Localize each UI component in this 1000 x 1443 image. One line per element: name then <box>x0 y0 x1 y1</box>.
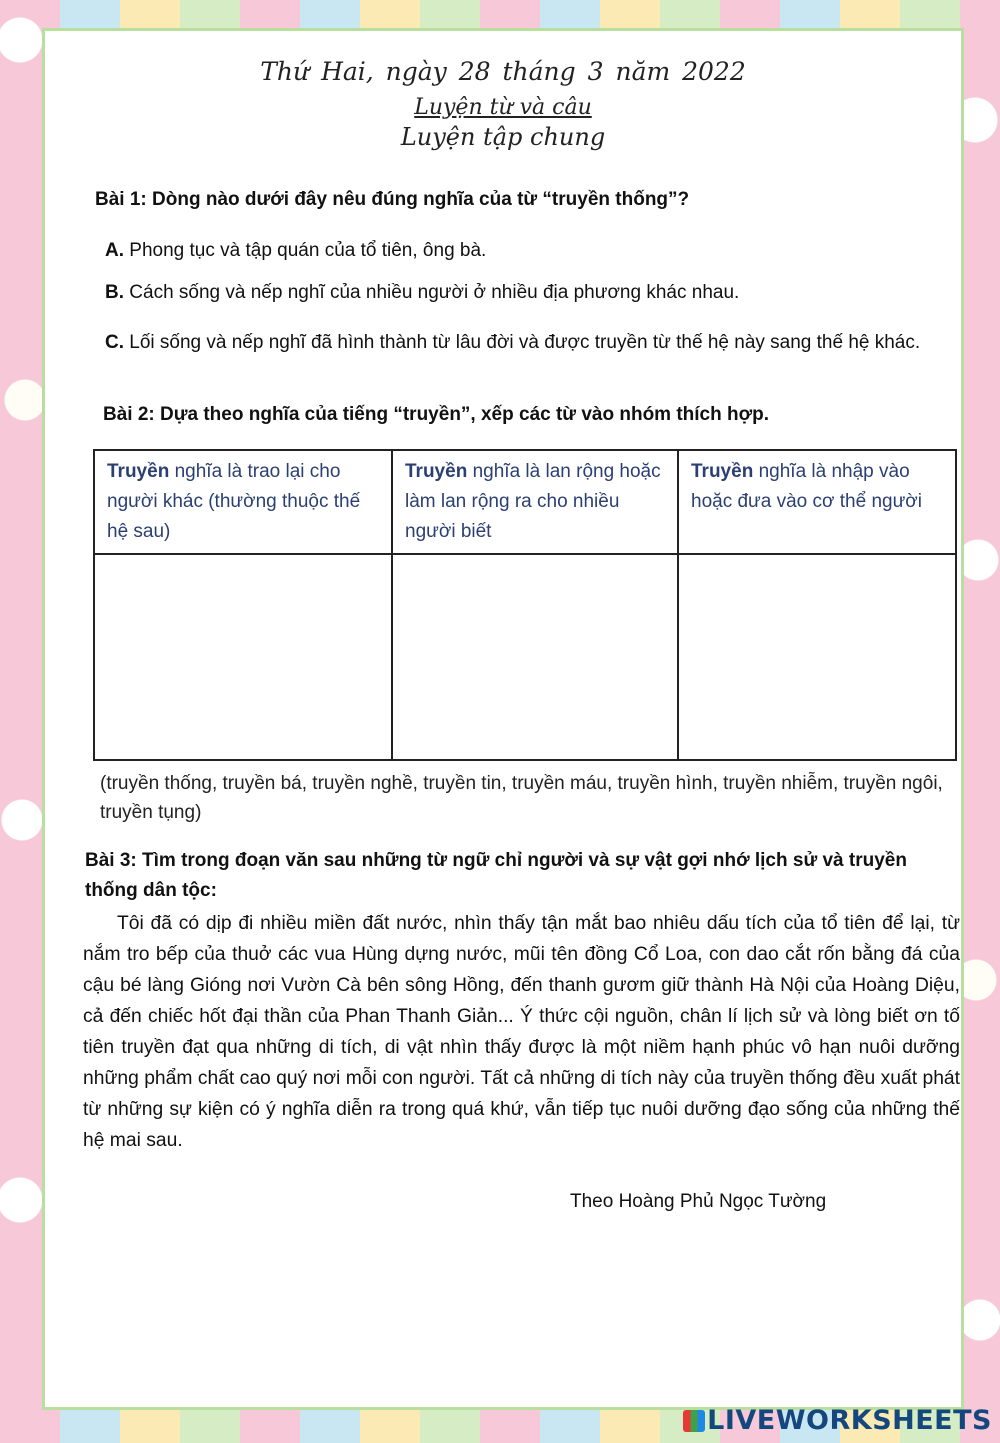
classification-table <box>93 449 957 761</box>
option-text: Phong tục và tập quán của tổ tiên, ông bà. <box>124 240 487 261</box>
column-header-1: Truyền nghĩa là trao lại cho người khác (thường thuộc thế hệ sau) <box>94 450 392 554</box>
bai2-question: Bài 2: Dựa theo nghĩa của tiếng “truyền”, xếp các từ vào nhóm thích hợp. <box>103 404 770 425</box>
reading-passage: Tôi đã có dịp đi nhiều miền đất nước, nhìn thấy tận mắt bao nhiêu dấu tích của tổ tiên để lại, từ nắm tro bếp của thuở các vua Hùng dựng nước, mũi tên đồng Cổ Loa, con dao cắt rốn bằng đá của cậu bé làng Gióng nơi Vườn Cà bên sông Hồng, đến thanh gươm giữ thành Hà Nội của Hoàng Diệu, cả đến chiếc hốt đại thần của Phan Thanh Giản... Ý thức cội nguồn, chân lí lịch sử và lòng biết ơn tố tiên truyền đạt qua những di tích, di vật nhìn thấy được là một niềm hạnh phúc vô hạn nuôi dưỡng những phẩm chất cao quý nơi mỗi con người. Tất cả những di tích này của truyền thống đều xuất phát từ những sự kiện có ý nghĩa diễn ra trong quá khứ, vẫn tiếp tục nuôi dưỡng đạo sống của những thế hệ mai sau. <box>83 913 960 1151</box>
option-text: Lối sống và nếp nghĩ đã hình thành từ lâu đời và được truyền từ thế hệ này sang thế hệ khác. <box>129 332 921 353</box>
bai1-option-a[interactable] <box>105 235 486 266</box>
option-text: Cách sống và nếp nghĩ của nhiều người ở nhiều địa phương khác nhau. <box>129 282 740 303</box>
worksheet-page <box>42 28 964 1410</box>
liveworksheets-icon <box>683 1410 705 1432</box>
option-letter: B. <box>105 282 124 303</box>
answer-drop-zone-3[interactable] <box>678 554 956 760</box>
column-header-2: Truyền nghĩa là lan rộng hoặc làm lan rộng ra cho nhiều người biết <box>392 450 678 554</box>
passage-author: Theo Hoàng Phủ Ngọc Tường <box>570 1191 827 1212</box>
lesson-title: Luyện tập chung <box>400 123 606 151</box>
column-header-3: Truyền nghĩa là nhập vào hoặc đưa vào cơ thể người <box>678 450 956 554</box>
option-letter: C. <box>105 332 124 353</box>
bai1-question: Bài 1: Dòng nào dưới đây nêu đúng nghĩa của từ “truyền thống”? <box>95 189 690 210</box>
word-bank: (truyền thống, truyền bá, truyền nghề, truyền tin, truyền máu, truyền hình, truyền nhiễm, truyền ngôi, truyền tụng) <box>100 773 943 823</box>
bai1-option-b[interactable] <box>105 277 739 308</box>
answer-drop-zone-2[interactable] <box>392 554 678 760</box>
liveworksheets-logo: LIVEWORKSHEETS <box>683 1405 992 1436</box>
bai1-option-c[interactable] <box>105 327 935 358</box>
date-line: Thứ Hai, ngày 28 tháng 3 năm 2022 <box>260 57 746 86</box>
answer-drop-zone-1[interactable] <box>94 554 392 760</box>
subject-title: Luyện từ và câu <box>414 95 592 120</box>
option-letter: A. <box>105 240 124 261</box>
bai3-question: Bài 3: Tìm trong đoạn văn sau những từ ngữ chỉ người và sự vật gợi nhớ lịch sử và truyền thống dân tộc: <box>85 850 907 901</box>
